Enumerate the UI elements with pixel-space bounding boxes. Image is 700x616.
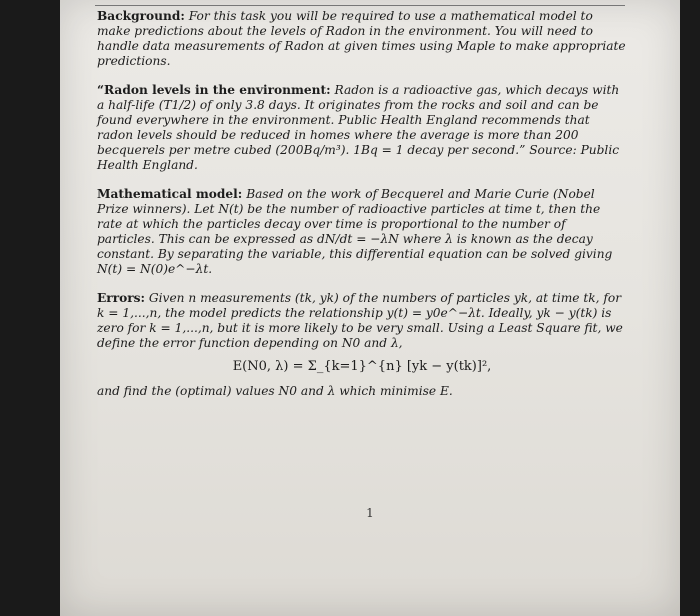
errors-text: Given n measurements (tk, yk) of the numbers of particles yk, at time tk, for k = 1,...,n, the model predicts the relationship y(t) = y0e^−λt. Ideally, yk − y(tk) is zero for k = 1,...,n, but it is more likely to be very small. Using a Least Square fit, we define the error function depending on N0 and λ, — [97, 291, 623, 350]
radon-text: Radon is a radioactive gas, which decays with a half-life (T1/2) of only 3.8 days. It originates from the rocks and soil and can be found everywhere in the environment. Public Health England recommends that radon levels should be reduced in homes where the average is more than 200 becquerels per metre cubed (200Bq/m³). 1Bq = 1 decay per second.” Source: Public Health England. — [97, 83, 620, 172]
document-body — [97, 9, 627, 413]
top-rule — [95, 5, 625, 6]
model-heading: Mathematical model: — [97, 187, 243, 201]
errors-paragraph — [97, 291, 627, 351]
errors-heading: Errors: — [97, 291, 146, 305]
radon-paragraph — [97, 83, 627, 173]
error-function-formula: E(N0, λ) = Σ_{k=1}^{n} [yk − y(tk)]², — [232, 359, 492, 374]
background-paragraph — [97, 9, 627, 69]
page-number: 1 — [366, 506, 374, 520]
model-text: Based on the work of Becquerel and Marie Curie (Nobel Prize winners). Let N(t) be the number of radioactive particles at time t, then the rate at which the particles decay over time is proportional to the number of particles. This can be expressed as dN/dt = −λN where λ is known as the decay constant. By separating the variable, this differential equation can be solved giving N(t) = N(0)e^−λt. — [97, 187, 613, 276]
model-paragraph — [97, 187, 627, 277]
background-heading: Background: — [97, 9, 185, 23]
background-text: For this task you will be required to use a mathematical model to make predictions about the levels of Radon in the environment. You will need to handle data measurements of Radon at given times using Maple to make appropriate predictions. — [97, 9, 626, 68]
document-page — [60, 0, 680, 616]
closing-text: and find the (optimal) values N0 and λ which minimise E. — [97, 384, 453, 398]
radon-heading: “Radon levels in the environment: — [97, 83, 331, 97]
